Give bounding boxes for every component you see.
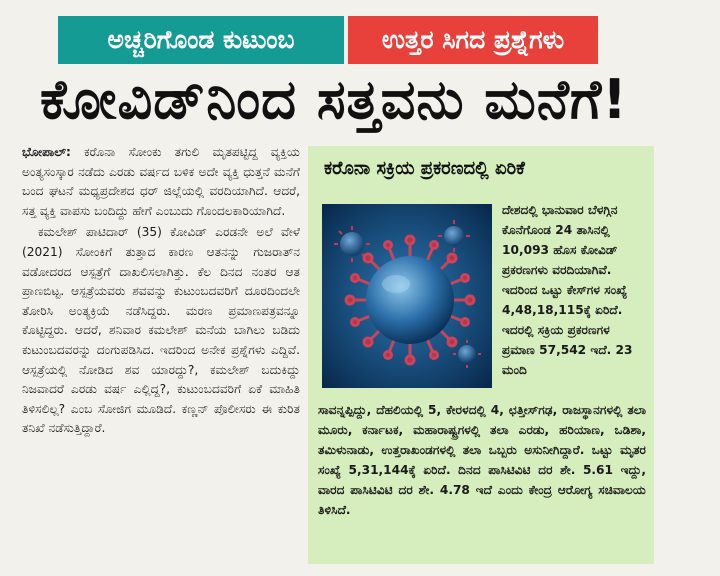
headline: ಕೋವಿಡ್‌ನಿಂದ ಸತ್ತವನು ಮನೆಗೆ! xyxy=(40,68,628,131)
sidebar-text-bottom: ಸಾವನ್ನಪ್ಪಿದ್ದು, ದೆಹಲಿಯಲ್ಲಿ 5, ಕೇರಳದಲ್ಲಿ 4, ಛತ್ತೀಸ್‌ಗಢ, ರಾಜಸ್ಥಾನಗಳಲ್ಲಿ ತಲಾ ಮೂರು, ಕರ್ನಾಟಕ, ಮಹಾರಾಷ್ಟ್ರಗಳಲ್ಲಿ ತಲಾ ಎರಡು, ಹರಿಯಾಣ, ಒಡಿಶಾ, ತಮಿಳುನಾಡು, ಉತ್ತರಾಖಂಡಗಳಲ್ಲಿ ತಲಾ ಒಬ್ಬರು ಅಸುನೀಗಿದ್ದಾರೆ. ಒಟ್ಟು ಮೃತರ ಸಂಖ್ಯೆ 5,31,144ಕ್ಕೆ ಏರಿದೆ. ದಿನದ ಪಾಸಿಟಿವಿಟಿ ದರ ಶೇ. 5.61 ಇದ್ದು, ವಾರದ ಪಾಸಿಟಿವಿಟಿ ದರ ಶೇ. 4.78 ಇದೆ ಎಂದು ಕೇಂದ್ರ ಆರೋಗ್ಯ ಸಚಿವಾಲಯ ತಿಳಿಸಿದೆ. xyxy=(318,403,646,517)
main-virus-body xyxy=(366,256,454,344)
article-paragraph-1 xyxy=(22,143,300,221)
sidebar-title: ಕರೊನಾ ಸಕ್ರಿಯ ಪ್ರಕರಣದಲ್ಲಿ ಏರಿಕೆ xyxy=(324,158,525,179)
sidebar-box xyxy=(308,146,654,564)
section-banner xyxy=(58,16,598,64)
banner-tag-left: ಅಚ್ಚರಿಗೊಂಡ ಕುಟುಂಬ xyxy=(58,16,344,64)
article-body xyxy=(22,143,300,573)
article-dateline: ಭೋಪಾಲ್: xyxy=(22,145,71,159)
coronavirus-image xyxy=(322,204,492,388)
article-paragraph-1-text: ಕರೊನಾ ಸೋಂಕು ತಗುಲಿ ಮೃತಪಟ್ಟಿದ್ದ ವ್ಯಕ್ತಿಯ ಅಂತ್ಯಸಂಸ್ಕಾರ ನಡೆದು ಎರಡು ವರ್ಷದ ಬಳಿಕ ಅದೇ ವ್ಯಕ್ತಿ ಧುತ್ತನೆ ಮನೆಗೆ ಬಂದ ಘಟನೆ ಮಧ್ಯಪ್ರದೇಶದ ಧರ್ ಜಿಲ್ಲೆಯಲ್ಲಿ ವರದಿಯಾಗಿದೆ. ಆದರೆ, ಸತ್ತ ವ್ಯಕ್ತಿ ವಾಪಸು ಬಂದಿದ್ದು ಹೇಗೆ ಎಂಬುದು ಗೊಂದಲಕಾರಿಯಾಗಿದೆ. xyxy=(22,145,300,218)
banner-tag-right: ಉತ್ತರ ಸಿಗದ ಪ್ರಶ್ನೆಗಳು xyxy=(348,16,598,64)
sidebar-text-right: ದೇಶದಲ್ಲಿ ಭಾನುವಾರ ಬೆಳಗ್ಗಿನ ಕೊನೆಗೊಂಡ 24 ತಾಸಿನಲ್ಲಿ 10,093 ಹೊಸ ಕೋವಿಡ್ ಪ್ರಕರಣಗಳು ವರದಿಯಾಗಿವೆ. ಇದರಿಂದ ಒಟ್ಟು ಕೇಸ್‌ಗಳ ಸಂಖ್ಯೆ 4,48,18,115ಕ್ಕೆ ಏರಿದೆ. ಇದರಲ್ಲಿ ಸಕ್ರಿಯ ಪ್ರಕರಣಗಳ ಪ್ರಮಾಣ 57,542 ಇದೆ. 23 ಮಂದಿ xyxy=(502,203,633,377)
article-paragraph-2: ಕಮಲೇಶ್ ಪಾಟಿದಾರ್ (35) ಕೋವಿಡ್ ಎರಡನೇ ಅಲೆ ವೇಳೆ (2021) ಸೋಂಕಿಗೆ ತುತ್ತಾದ ಕಾರಣ ಆತನನ್ನು ಗುಜರಾತ್‌ನ ವಡೋದರದ ಆಸ್ಪತ್ರೆಗೆ ದಾಖಲಿಸಲಾಗಿತ್ತು. ಕೆಲ ದಿನದ ನಂತರ ಆತ ಪ್ರಾಣಬಿಟ್ಟ. ಆಸ್ಪತ್ರೆಯವರು ಶವವನ್ನು ಕುಟುಂಬದವರಿಗೆ ದೂರದಿಂದಲೇ ತೋರಿಸಿ ಅಂತ್ಯಕ್ರಿಯೆ ನಡೆಸಿದ್ದರು. ಮರಣ ಪ್ರಮಾಣಪತ್ರವನ್ನೂ ಕೊಟ್ಟಿದ್ದರು. ಆದರೆ, ಶನಿವಾರ ಕಮಲೇಶ್ ಮನೆಯ ಬಾಗಿಲು ಬಡಿದು ಕುಟುಂಬದವರನ್ನು ದಂಗುಪಡಿಸಿದ. ಇದರಿಂದ ಅನೇಕ ಪ್ರಶ್ನೆಗಳು ಎದ್ದಿವೆ. ಆಸ್ಪತ್ರೆಯಲ್ಲಿ ನೋಡಿದ ಶವ ಯಾರದ್ದು?, ಕಮಲೇಶ್ ಬದುಕಿದ್ದು ನಿಜವಾದರೆ ಎರಡು ವರ್ಷ ಎಲ್ಲಿದ್ದ?, ಕುಟುಂಬದವರಿಗೆ ಏಕೆ ಮಾಹಿತಿ ತಿಳಿಸಲಿಲ್ಲ? ಎಂಬ ಸೋಜಿಗ ಮೂಡಿದೆ. ಕಣ್ಣನ್ ಪೊಲೀಸರು ಈ ಕುರಿತ ತನಿಖೆ ನಡೆಸುತ್ತಿದ್ದಾರೆ. xyxy=(22,225,300,436)
